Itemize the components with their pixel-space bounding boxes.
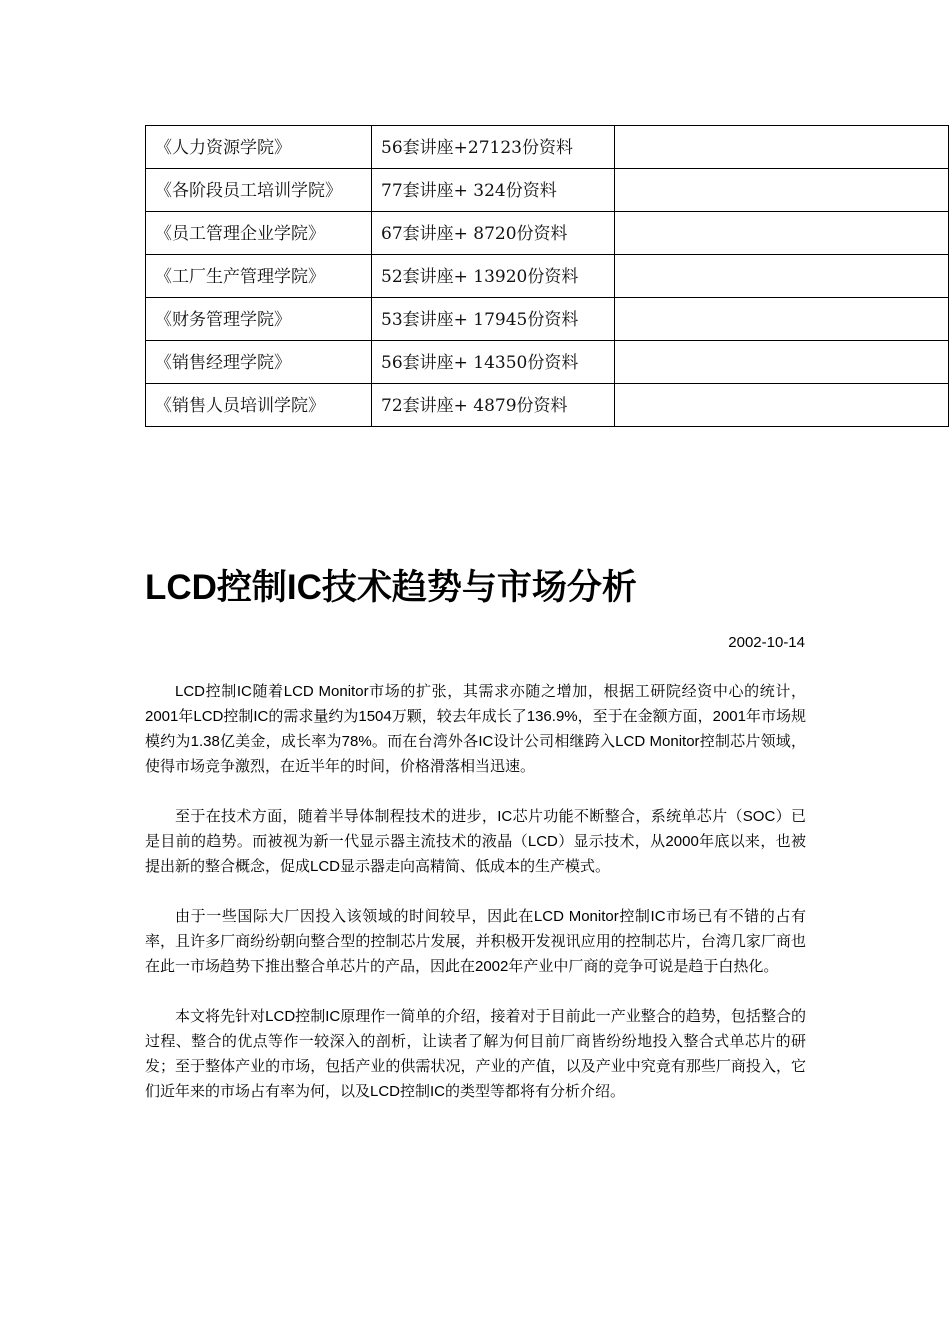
course-name-cell: 《财务管理学院》: [146, 298, 372, 341]
course-name-cell: 《工厂生产管理学院》: [146, 255, 372, 298]
course-detail-cell: 56套讲座+ 14350份资料: [372, 341, 615, 384]
course-note-cell: [615, 169, 949, 212]
article-paragraph: 由于一些国际大厂因投入该领域的时间较早，因此在LCD Monitor控制IC市场已有不错的占有率，且许多厂商纷纷朝向整合型的控制芯片发展，并积极开发视讯应用的控制芯片，台湾几家厂商也在此一市场趋势下推出整合单芯片的产品，因此在2002年产业中厂商的竞争可说是趋于白热化。: [145, 908, 806, 975]
article-title: LCD控制IC技术趋势与市场分析: [145, 568, 637, 607]
course-note-cell: [615, 298, 949, 341]
course-rows: [146, 126, 949, 427]
table-row: [146, 298, 949, 341]
course-name-cell: 《销售经理学院》: [146, 341, 372, 384]
course-table: [145, 125, 949, 427]
course-name-cell: 《人力资源学院》: [146, 126, 372, 169]
course-note-cell: [615, 212, 949, 255]
course-note-cell: [615, 384, 949, 427]
table-row: [146, 341, 949, 384]
article-paragraph: LCD控制IC随着LCD Monitor市场的扩张，其需求亦随之增加，根据工研院经资中心的统计，2001年LCD控制IC的需求量约为1504万颗，较去年成长了136.9%，至于在金额方面，2001年市场规模约为1.38亿美金，成长率为78%。而在台湾外各IC设计公司相继跨入LCD Monitor控制芯片领域，使得市场竞争激烈，在近半年的时间，价格滑落相当迅速。: [145, 683, 806, 775]
course-detail-cell: 56套讲座+27123份资料: [372, 126, 615, 169]
course-name-cell: 《员工管理企业学院》: [146, 212, 372, 255]
course-detail-cell: 52套讲座+ 13920份资料: [372, 255, 615, 298]
course-note-cell: [615, 255, 949, 298]
table-row: [146, 255, 949, 298]
course-name-cell: 《销售人员培训学院》: [146, 384, 372, 427]
course-name-cell: 《各阶段员工培训学院》: [146, 169, 372, 212]
article-paragraph: 至于在技术方面，随着半导体制程技术的进步，IC芯片功能不断整合，系统单芯片（SOC）已是目前的趋势。而被视为新一代显示器主流技术的液晶（LCD）显示技术，从2000年底以来，也被提出新的整合概念，促成LCD显示器走向高精简、低成本的生产模式。: [145, 808, 806, 875]
course-detail-cell: 67套讲座+ 8720份资料: [372, 212, 615, 255]
table-row: [146, 384, 949, 427]
course-detail-cell: 72套讲座+ 4879份资料: [372, 384, 615, 427]
table-row: [146, 169, 949, 212]
table-row: [146, 126, 949, 169]
course-note-cell: [615, 126, 949, 169]
course-detail-cell: 53套讲座+ 17945份资料: [372, 298, 615, 341]
article-body: [145, 679, 806, 1129]
article-paragraph: 本文将先针对LCD控制IC原理作一简单的介绍，接着对于目前此一产业整合的趋势，包括整合的过程、整合的优点等作一较深入的剖析，让读者了解为何目前厂商皆纷纷地投入整合式单芯片的研发；至于整体产业的市场，包括产业的供需状况，产业的产值，以及产业中究竟有那些厂商投入，它们近年来的市场占有率为何，以及LCD控制IC的类型等都将有分析介绍。: [145, 1008, 806, 1100]
course-detail-cell: 77套讲座+ 324份资料: [372, 169, 615, 212]
course-note-cell: [615, 341, 949, 384]
table-row: [146, 212, 949, 255]
article-date: 2002-10-14: [728, 634, 805, 651]
